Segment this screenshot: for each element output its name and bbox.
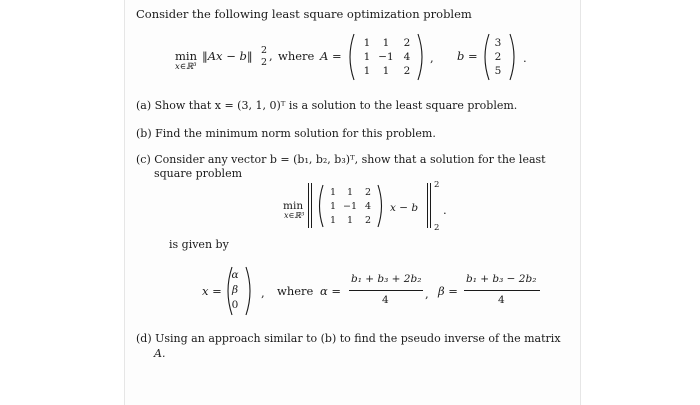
matrix-A-cell: 1 <box>363 51 371 63</box>
matrix-A-cell: 4 <box>403 51 411 63</box>
norm-right-bar <box>430 183 431 228</box>
intro-text: Consider the following least square optimization problem <box>136 7 472 21</box>
norm-superscript: 2 <box>261 45 268 56</box>
part-c-line1: (c) Consider any vector b = (b₁, b₂, b₃)ᵀ, show that a solution for the least <box>136 153 546 166</box>
solution-entry: β <box>231 284 239 296</box>
c-matrix-cell: 2 <box>364 215 372 226</box>
norm-right-bar <box>427 183 428 228</box>
c-matrix-cell: 1 <box>329 215 337 226</box>
min-operator: min <box>175 49 197 63</box>
b-equals: b = <box>457 49 478 63</box>
alpha-numerator: b₁ + b₃ + 2b₂ <box>351 273 422 285</box>
beta-fraction-bar <box>464 290 540 291</box>
part-d-line2: A. <box>154 347 166 360</box>
solution-entry: α <box>231 269 239 281</box>
vector-b-right-bracket <box>509 33 519 81</box>
part-d-line1: (d) Using an approach similar to (b) to find the pseudo inverse of the matrix <box>136 332 561 345</box>
x-equals: x = <box>202 284 222 298</box>
given-by: is given by <box>169 238 229 251</box>
solution-right-bracket <box>245 266 255 316</box>
min-subscript: x∈ℝ³ <box>175 62 197 72</box>
matrix-A-left-bracket <box>345 33 355 81</box>
objective-norm: ‖Ax − b‖ <box>202 49 253 63</box>
c-matrix-cell: 1 <box>329 201 337 212</box>
c-matrix-cell: 1 <box>329 187 337 198</box>
c-min-subscript: x∈ℝ³ <box>284 211 305 220</box>
vector-b-entry: 5 <box>494 65 502 77</box>
c-matrix-cell: −1 <box>342 201 357 212</box>
part-b: (b) Find the minimum norm solution for this problem. <box>136 127 436 140</box>
c-where: where <box>277 284 314 298</box>
c-norm-period: . <box>443 203 447 217</box>
vector-b-entry: 2 <box>494 51 502 63</box>
where-label: where <box>278 49 315 63</box>
matrix-A-right-bracket <box>417 33 427 81</box>
alpha-denominator: 4 <box>382 294 389 306</box>
norm-left-bar <box>308 183 309 228</box>
norm-left-bar <box>311 183 312 228</box>
beta-denominator: 4 <box>498 294 505 306</box>
norm-subscript: 2 <box>261 57 268 68</box>
objective-comma: , <box>269 49 273 63</box>
c-norm-subscript: 2 <box>434 223 440 233</box>
c-matrix-cell: 4 <box>364 201 372 212</box>
c-matrix-cell: 1 <box>346 187 354 198</box>
matrix-A-cell: 2 <box>403 65 411 77</box>
alpha-fraction-bar <box>349 290 423 291</box>
alpha-equals: α = <box>320 284 342 298</box>
alpha-comma: , <box>425 287 429 301</box>
c-norm-superscript: 2 <box>434 180 440 190</box>
part-a: (a) Show that x = (3, 1, 0)ᵀ is a solution to the least square problem. <box>136 99 518 112</box>
matrix-A-cell: 2 <box>403 37 411 49</box>
solution-comma: , <box>261 286 265 300</box>
matrix-A-cell: −1 <box>378 51 394 63</box>
matrix-comma: , <box>430 51 434 65</box>
matrix-A-cell: 1 <box>382 65 390 77</box>
c-matrix-cell: 2 <box>364 187 372 198</box>
problem-page <box>124 0 581 405</box>
matrix-A-cell: 1 <box>382 37 390 49</box>
matrix-A-cell: 1 <box>363 65 371 77</box>
c-matrix-right-bracket <box>377 184 386 228</box>
vector-b-entry: 3 <box>494 37 502 49</box>
solution-entry: 0 <box>231 299 239 311</box>
c-min-operator: min <box>283 200 304 212</box>
x-minus-b: x − b <box>390 202 419 214</box>
objective-period: . <box>523 51 527 65</box>
A-equals: A = <box>320 49 342 63</box>
beta-equals: β = <box>438 284 458 298</box>
c-matrix-left-bracket <box>315 184 324 228</box>
beta-numerator: b₁ + b₃ − 2b₂ <box>466 273 537 285</box>
part-c-line2: square problem <box>154 167 243 180</box>
matrix-A-cell: 1 <box>363 37 371 49</box>
c-matrix-cell: 1 <box>346 215 354 226</box>
